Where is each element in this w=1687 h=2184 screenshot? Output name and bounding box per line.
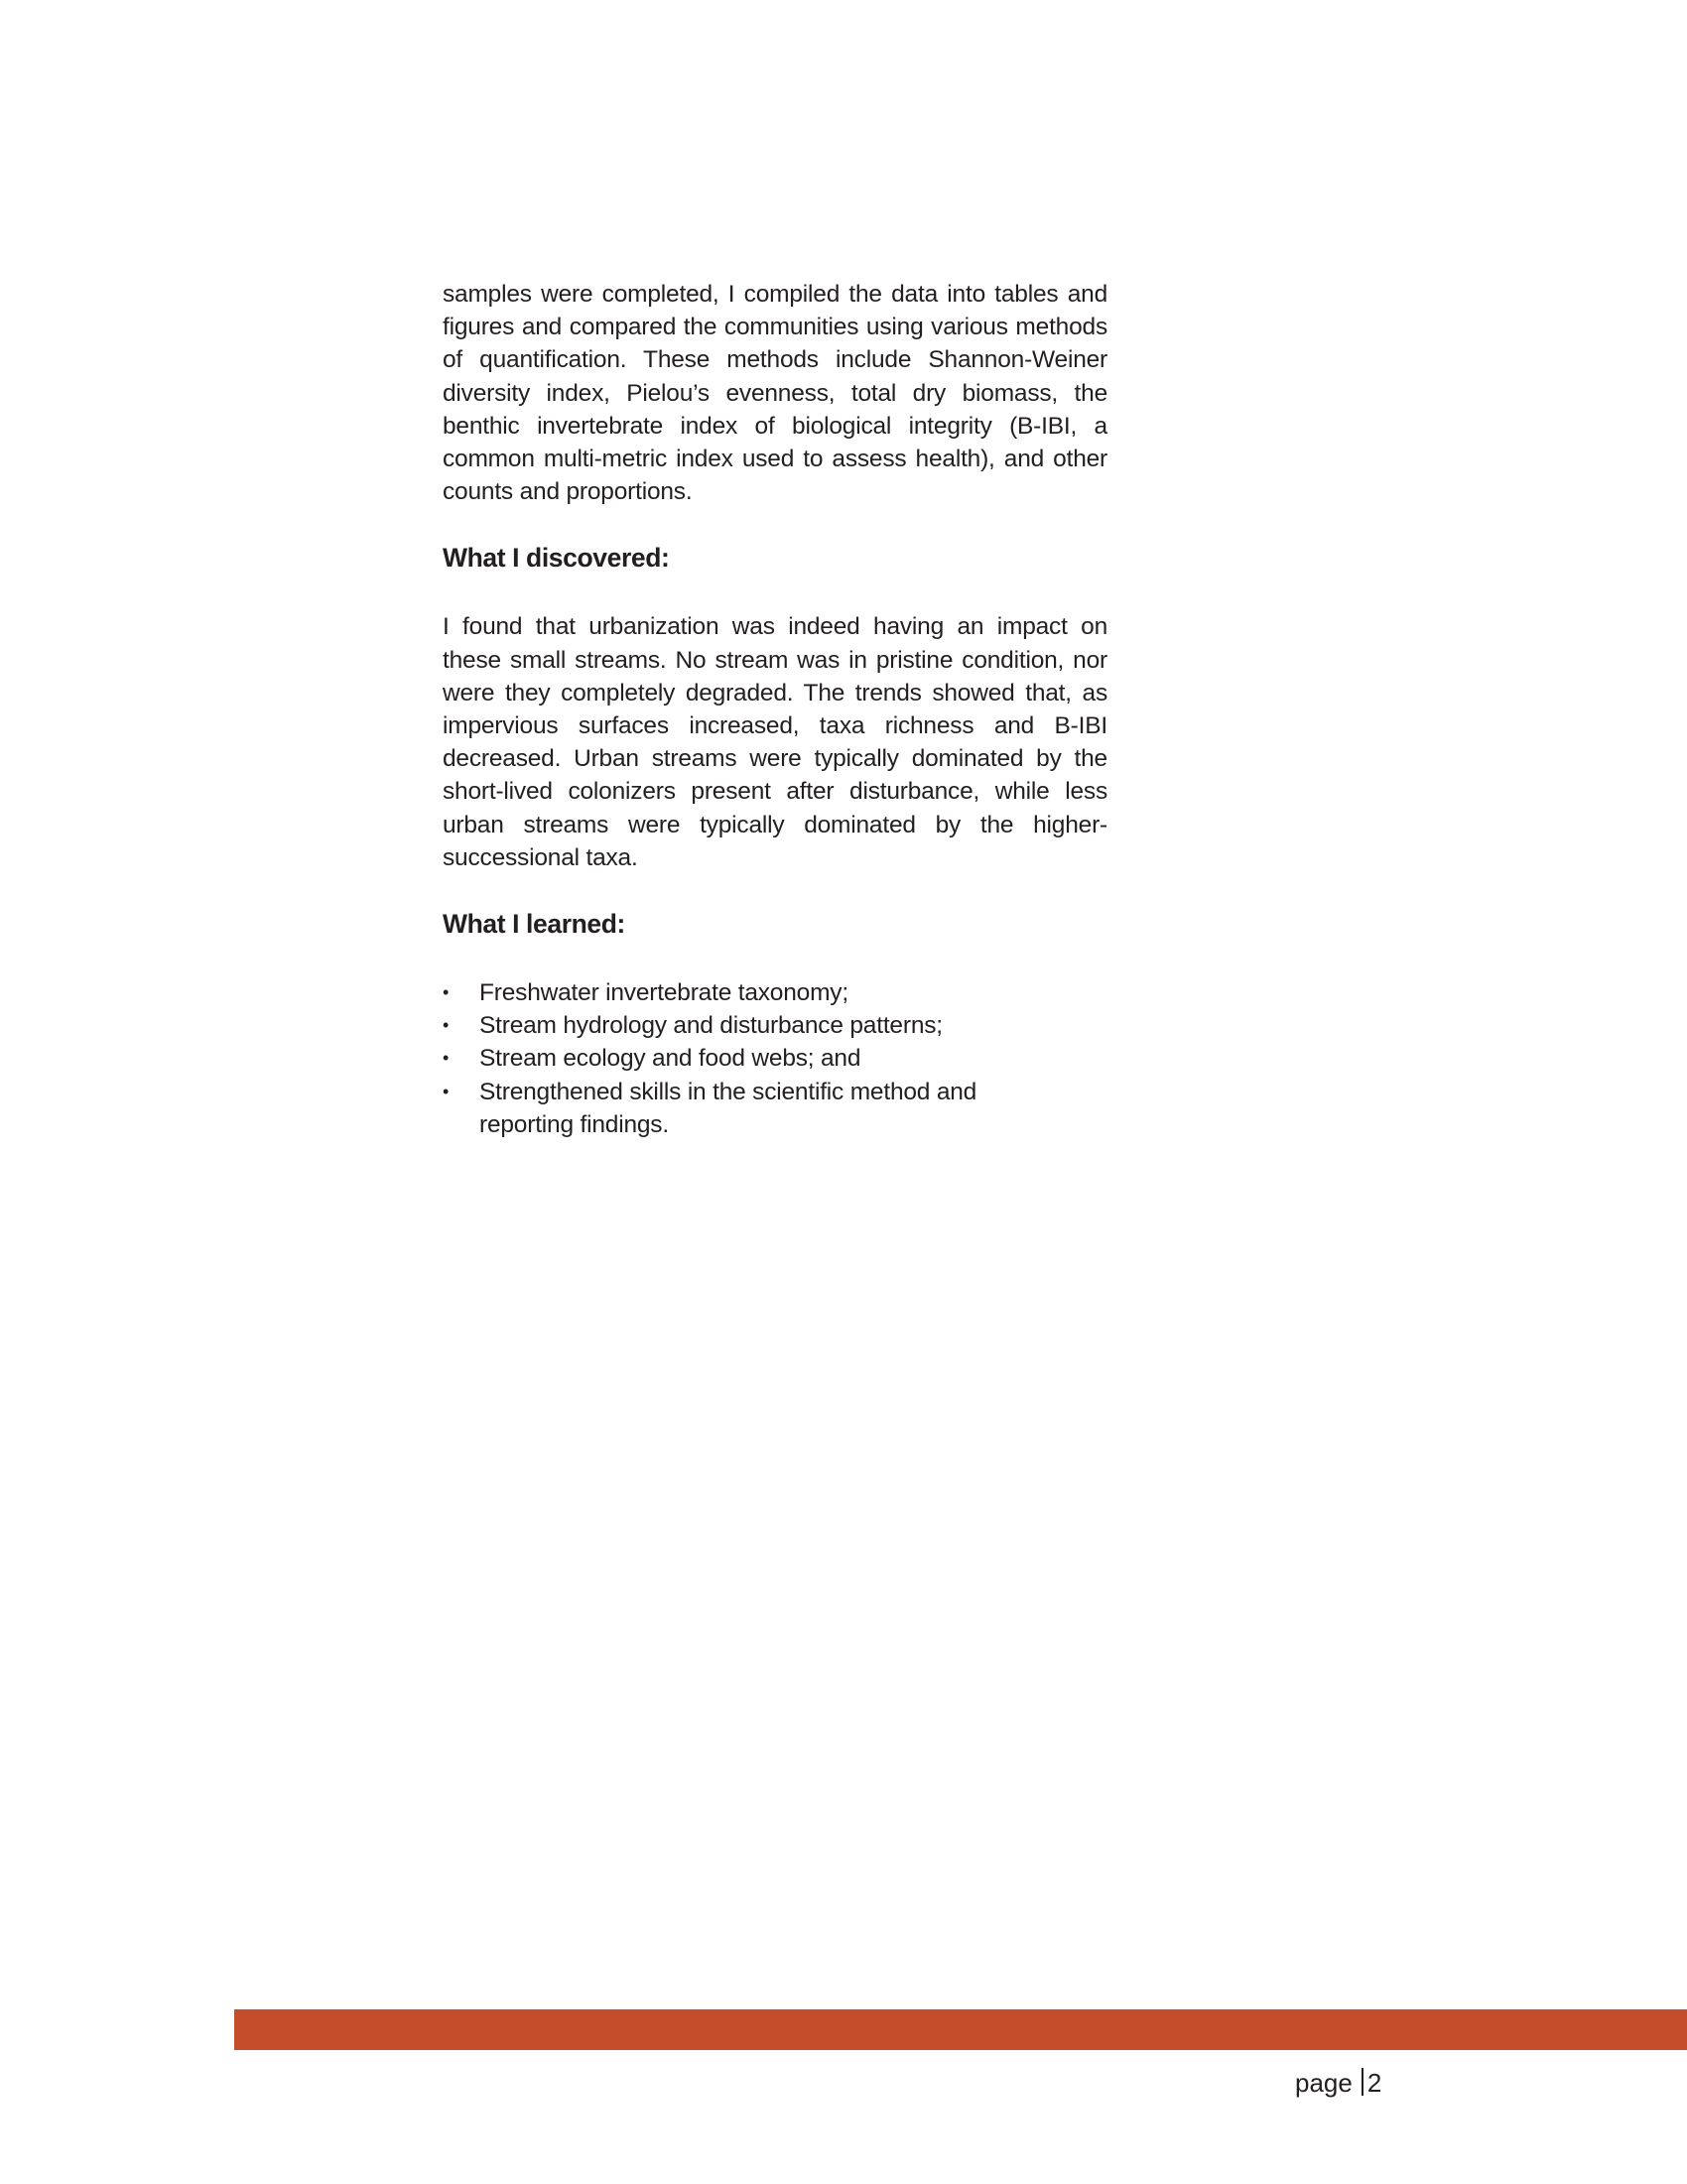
page-number-label: [1295, 2066, 1381, 2100]
discovered-heading: What I discovered:: [443, 543, 670, 574]
main-content: [443, 278, 1107, 1141]
bullet-icon: •: [443, 982, 450, 1003]
learned-list: [443, 976, 1107, 1141]
bullet-icon: •: [443, 1015, 450, 1036]
bullet-icon: •: [443, 1048, 450, 1069]
page-separator: [1362, 2068, 1363, 2096]
list-item-text: Freshwater invertebrate taxonomy;: [479, 979, 848, 1007]
list-item-text: Stream ecology and food webs; and: [479, 1045, 861, 1073]
discovered-paragraph: I found that urbanization was indeed having an impact on these small streams. No stream was in pristine condition, nor were they completely degraded. The trends showed that, as impervious surfaces increased, taxa richness and B-IBI decreased. Urban streams were typically dominated by the short-lived colonizers present after disturbance, while less urban streams were typically dominated by the higher-successional taxa.: [443, 613, 1107, 871]
footer-accent-bar: [234, 2009, 1687, 2050]
list-item: [443, 1076, 1075, 1141]
learned-heading: What I learned:: [443, 909, 625, 940]
list-item-text: Strengthened skills in the scientific method and reporting findings.: [479, 1078, 977, 1138]
intro-paragraph: samples were completed, I compiled the data into tables and figures and compared the communities using various methods of quantification. These methods include Shannon-Weiner diversity index, Pielou’s evenness, total dry biomass, the benthic invertebrate index of biological integrity (B-IBI, a common multi-metric index used to assess health), and other counts and proportions.: [443, 281, 1107, 506]
list-item: [443, 976, 1075, 1009]
list-item: [443, 1042, 1075, 1075]
list-item-text: Stream hydrology and disturbance patterns;: [479, 1012, 943, 1040]
bullet-icon: •: [443, 1081, 450, 1101]
page-word: page: [1295, 2068, 1353, 2098]
page-number: 2: [1366, 2068, 1382, 2098]
list-item: [443, 1009, 1075, 1042]
